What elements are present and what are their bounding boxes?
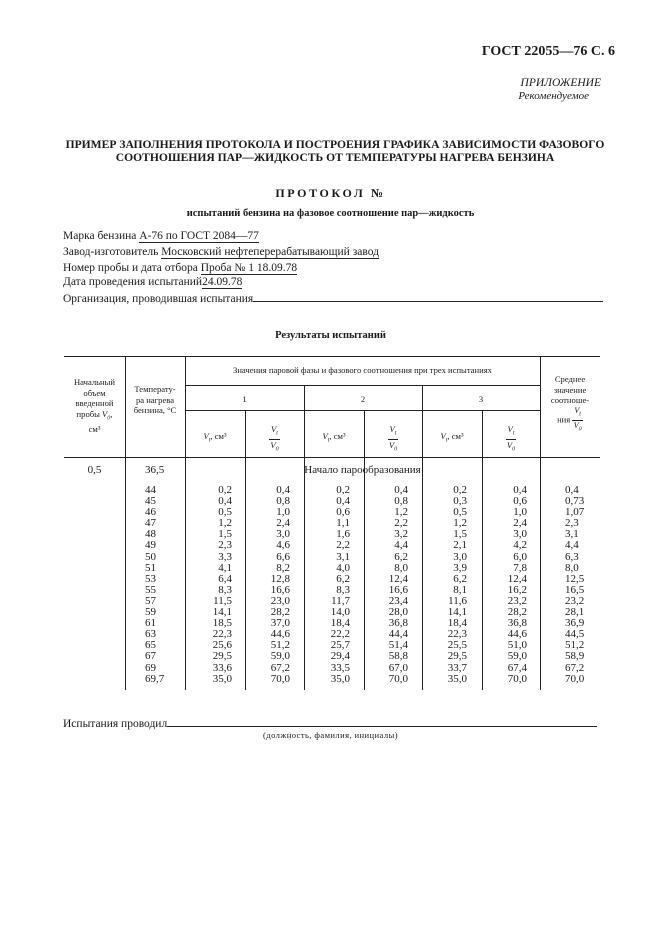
table-cell: 22,3 <box>447 628 467 641</box>
field-plant <box>63 246 379 258</box>
table-cell: 0,4 <box>394 484 408 496</box>
vt3-column <box>422 485 467 685</box>
ratio3-column <box>482 485 527 685</box>
results-title: Результаты испытаний <box>275 330 386 341</box>
table-cell: 3,0 <box>513 528 527 541</box>
table-cell: 18,5 <box>212 617 232 630</box>
table-cell: 67,0 <box>388 661 408 674</box>
table-cell: 70,0 <box>565 672 585 685</box>
table-cell: 51,2 <box>270 639 290 652</box>
average-column <box>565 485 584 685</box>
table-cell: 33,6 <box>212 661 232 674</box>
document-number: ГОСТ 22055—76 С. 6 <box>481 44 615 59</box>
table-cell: 35,0 <box>330 672 350 685</box>
table-cell: 8,0 <box>394 561 408 574</box>
table-cell: 4,2 <box>513 539 527 552</box>
table-cell: 35,0 <box>212 672 232 685</box>
table-cell: 23,4 <box>388 594 408 607</box>
table-cell: 1,6 <box>336 528 350 541</box>
header-bottom-border <box>64 457 600 458</box>
table-cell: 55 <box>145 583 156 596</box>
table-cell: 6,6 <box>276 550 290 563</box>
table-cell: 12,4 <box>507 572 527 585</box>
table-cell: 29,5 <box>212 650 232 663</box>
header-ratio-3: $\frac{V_t}{V_0}$ <box>506 424 516 453</box>
table-cell: 0,6 <box>513 495 527 508</box>
table-cell: 0,4 <box>276 484 290 496</box>
title-line-2: СООТНОШЕНИЯ ПАР—ЖИДКОСТЬ ОТ ТЕМПЕРАТУРЫ НАГРЕВА БЕНЗИНА <box>115 151 555 164</box>
table-cell: 67,2 <box>565 661 585 674</box>
initial-volume-value: 0,5 <box>87 464 102 476</box>
table-cell: 0,6 <box>336 506 350 519</box>
table-cell: 3,2 <box>394 528 408 541</box>
table-cell: 4,0 <box>336 561 350 574</box>
table-cell: 1,2 <box>218 517 232 530</box>
performed-by <box>63 716 597 730</box>
header-ratio-2: $\frac{V_t}{V_0}$ <box>388 424 398 453</box>
table-cell: 70,0 <box>388 672 408 685</box>
table-cell: 0,2 <box>218 484 232 496</box>
table-cell: 3,9 <box>453 561 467 574</box>
table-cell: 0,4 <box>565 484 579 496</box>
org-label: Организация, проводившая испытания <box>63 293 254 305</box>
table-cell: 28,0 <box>388 606 408 619</box>
table-cell: 6,2 <box>453 572 467 585</box>
table-cell: 25,5 <box>447 639 467 652</box>
table-cell: 57 <box>145 594 156 607</box>
protocol-title: ПРОТОКОЛ № <box>275 186 386 200</box>
date-value: 24.09.78 <box>202 276 243 288</box>
table-cell: 28,2 <box>507 606 527 619</box>
table-cell: 33,7 <box>447 661 467 674</box>
table-cell: 2,1 <box>453 539 467 552</box>
field-sample <box>63 262 297 274</box>
table-cell: 28,1 <box>565 606 585 619</box>
table-cell: 1,5 <box>218 528 232 541</box>
table-top-border <box>64 356 600 357</box>
table-cell: 2,3 <box>565 517 579 530</box>
table-cell: 67,4 <box>507 661 527 674</box>
performed-by-label: Испытания проводил <box>63 718 168 730</box>
table-cell: 69,7 <box>145 672 165 685</box>
table-cell: 44,6 <box>270 628 290 641</box>
table-cell: 1,07 <box>565 506 585 519</box>
table-cell: 1,0 <box>513 506 527 519</box>
table-cell: 22,2 <box>330 628 350 641</box>
brand-label: Марка бензина <box>63 230 137 242</box>
table-cell: 51 <box>145 561 156 574</box>
vt1-column <box>185 485 232 685</box>
table-cell: 0,5 <box>218 506 232 519</box>
table-cell: 0,2 <box>336 484 350 496</box>
vt2-column <box>304 485 350 685</box>
table-cell: 7,8 <box>513 561 527 574</box>
ratio2-column <box>364 485 408 685</box>
header-trial-2: 2 <box>360 394 366 404</box>
table-cell: 0,3 <box>453 495 467 508</box>
table-cell: 51,4 <box>388 639 408 652</box>
table-cell: 8,1 <box>453 583 467 596</box>
table-cell: 45 <box>145 495 156 508</box>
temperature-column <box>145 485 164 685</box>
table-cell: 28,2 <box>270 606 290 619</box>
header-vt-2: $V_t$, см³ <box>322 431 346 444</box>
table-cell: 0,4 <box>513 484 527 496</box>
table-cell: 6,2 <box>336 572 350 585</box>
table-cell: 2,4 <box>276 517 290 530</box>
table-cell: 3,0 <box>276 528 290 541</box>
sample-label: Номер пробы и дата отбора <box>63 262 198 274</box>
header-temperature: Температу- ра нагрева бензина, °С <box>133 384 177 415</box>
table-cell: 2,3 <box>218 539 232 552</box>
table-cell: 11,5 <box>213 594 232 607</box>
header-trial-1: 1 <box>242 394 247 404</box>
table-cell: 6,0 <box>513 550 527 563</box>
table-cell: 0,5 <box>453 506 467 519</box>
table-cell: 0,4 <box>336 495 350 508</box>
table-cell: 67 <box>145 650 156 663</box>
field-organization <box>63 291 603 305</box>
table-cell: 8,0 <box>565 561 579 574</box>
table-cell: 12,8 <box>270 572 290 585</box>
table-cell: 6,3 <box>565 550 579 563</box>
table-cell: 29,4 <box>330 650 350 663</box>
table-cell: 0,8 <box>394 495 408 508</box>
table-cell: 8,3 <box>336 583 350 596</box>
table-cell: 36,9 <box>565 617 585 630</box>
table-cell: 51,0 <box>507 639 527 652</box>
table-cell: 58,8 <box>388 650 408 663</box>
table-cell: 4,1 <box>218 561 232 574</box>
table-cell: 0,73 <box>565 495 585 508</box>
table-cell: 2,2 <box>394 517 408 530</box>
table-cell: 2,2 <box>336 539 350 552</box>
table-cell: 8,2 <box>276 561 290 574</box>
table-cell: 36,8 <box>388 617 408 630</box>
table-cell: 3,1 <box>336 550 350 563</box>
table-cell: 3,1 <box>565 528 579 541</box>
table-cell: 1,0 <box>276 506 290 519</box>
table-cell: 44 <box>145 484 156 496</box>
table-cell: 35,0 <box>447 672 467 685</box>
table-cell: 23,2 <box>507 594 527 607</box>
ratio1-column <box>245 485 290 685</box>
table-cell: 12,5 <box>565 572 585 585</box>
table-cell: 1,2 <box>394 506 408 519</box>
header-average: Среднее значение соотноше- ния $\frac{V_t}{V_0}$ <box>550 374 590 433</box>
table-cell: 49 <box>145 539 156 552</box>
start-temperature-value: 36,5 <box>145 464 165 476</box>
table-cell: 14,0 <box>330 606 350 619</box>
table-cell: 14,1 <box>447 606 467 619</box>
table-cell: 0,2 <box>453 484 467 496</box>
table-cell: 59 <box>145 606 156 619</box>
table-cell: 67,2 <box>270 661 290 674</box>
table-cell: 3,3 <box>218 550 232 563</box>
table-cell: 25,6 <box>212 639 232 652</box>
signature-caption: (должность, фамилия, инициалы) <box>263 730 398 740</box>
plant-label: Завод-изготовитель <box>63 246 159 258</box>
table-cell: 8,3 <box>218 583 232 596</box>
table-cell: 37,0 <box>270 617 290 630</box>
table-cell: 70,0 <box>270 672 290 685</box>
protocol-subtitle: испытаний бензина на фазовое соотношение пар—жидкость <box>186 208 475 219</box>
date-label: Дата проведения испытаний <box>63 276 203 288</box>
table-cell: 16,5 <box>565 583 585 596</box>
table-cell: 44,6 <box>507 628 527 641</box>
table-cell: 70,0 <box>507 672 527 685</box>
header-group: Значения паровой фазы и фазового соотношения при трех испытаниях <box>233 365 492 375</box>
table-cell: 44,5 <box>565 628 585 641</box>
table-cell: 23,2 <box>565 594 585 607</box>
table-cell: 4,4 <box>565 539 579 552</box>
table-cell: 16,6 <box>388 583 408 596</box>
table-cell: 0,8 <box>276 495 290 508</box>
table-cell: 36,8 <box>507 617 527 630</box>
trial-row-border <box>185 385 540 386</box>
table-cell: 2,4 <box>513 517 527 530</box>
table-cell: 0,4 <box>218 495 232 508</box>
table-cell: 18,4 <box>447 617 467 630</box>
table-cell: 1,2 <box>453 517 467 530</box>
sample-value: Проба № 1 18.09.78 <box>200 262 298 274</box>
table-cell: 11,6 <box>448 594 467 607</box>
table-cell: 59,0 <box>270 650 290 663</box>
table-cell: 25,7 <box>330 639 350 652</box>
plant-value: Московский нефтеперерабатывающий завод <box>161 246 379 258</box>
table-cell: 46 <box>145 506 156 519</box>
table-cell: 63 <box>145 628 156 641</box>
table-cell: 14,1 <box>212 606 232 619</box>
table-cell: 48 <box>145 528 156 541</box>
title-line-1: ПРИМЕР ЗАПОЛНЕНИЯ ПРОТОКОЛА И ПОСТРОЕНИЯ ГРАФИКА ЗАВИСИМОСТИ ФАЗОВОГО <box>65 138 605 151</box>
table-cell: 29,5 <box>447 650 467 663</box>
table-cell: 11,7 <box>331 594 350 607</box>
v0-symbol: $V_0$, <box>102 408 113 422</box>
appendix-label: ПРИЛОЖЕНИЕ <box>520 77 601 89</box>
start-note: Начало парообразования <box>304 464 421 476</box>
table-cell: 50 <box>145 550 156 563</box>
table-cell: 4,6 <box>276 539 290 552</box>
table-cell: 44,4 <box>388 628 408 641</box>
field-date <box>63 276 242 288</box>
field-brand <box>63 230 259 242</box>
table-cell: 59,0 <box>507 650 527 663</box>
brand-value: А-76 по ГОСТ 2084—77 <box>139 230 259 242</box>
table-cell: 3,0 <box>453 550 467 563</box>
table-cell: 61 <box>145 617 156 630</box>
table-cell: 18,4 <box>330 617 350 630</box>
header-vt-1: $V_t$, см³ <box>203 431 227 444</box>
appendix-status: Рекомендуемое <box>518 90 589 102</box>
table-cell: 16,2 <box>507 583 527 596</box>
table-cell: 51,2 <box>565 639 585 652</box>
table-cell: 12,4 <box>388 572 408 585</box>
table-cell: 69 <box>145 661 156 674</box>
table-cell: 23,0 <box>270 594 290 607</box>
document-title <box>50 138 620 164</box>
header-trial-3: 3 <box>478 394 484 404</box>
table-cell: 1,5 <box>453 528 467 541</box>
header-vt-3: $V_t$, см³ <box>440 431 464 444</box>
table-cell: 6,2 <box>394 550 408 563</box>
header-ratio-1: $\frac{V_t}{V_0}$ <box>270 424 279 453</box>
table-cell: 6,4 <box>218 572 232 585</box>
header-initial-volume: Начальный объем введенной пробы $V_0$, см³ <box>73 377 116 434</box>
table-cell: 4,4 <box>394 539 408 552</box>
table-cell: 47 <box>145 517 156 530</box>
table-cell: 58,9 <box>565 650 585 663</box>
org-blank-line <box>253 291 603 302</box>
table-cell: 53 <box>145 572 156 585</box>
table-cell: 22,3 <box>212 628 232 641</box>
performed-by-blank <box>167 716 597 727</box>
table-cell: 33,5 <box>330 661 350 674</box>
subheader-row-border <box>185 410 540 411</box>
table-cell: 1,1 <box>336 517 350 530</box>
table-cell: 16,6 <box>270 583 290 596</box>
table-cell: 65 <box>145 639 156 652</box>
